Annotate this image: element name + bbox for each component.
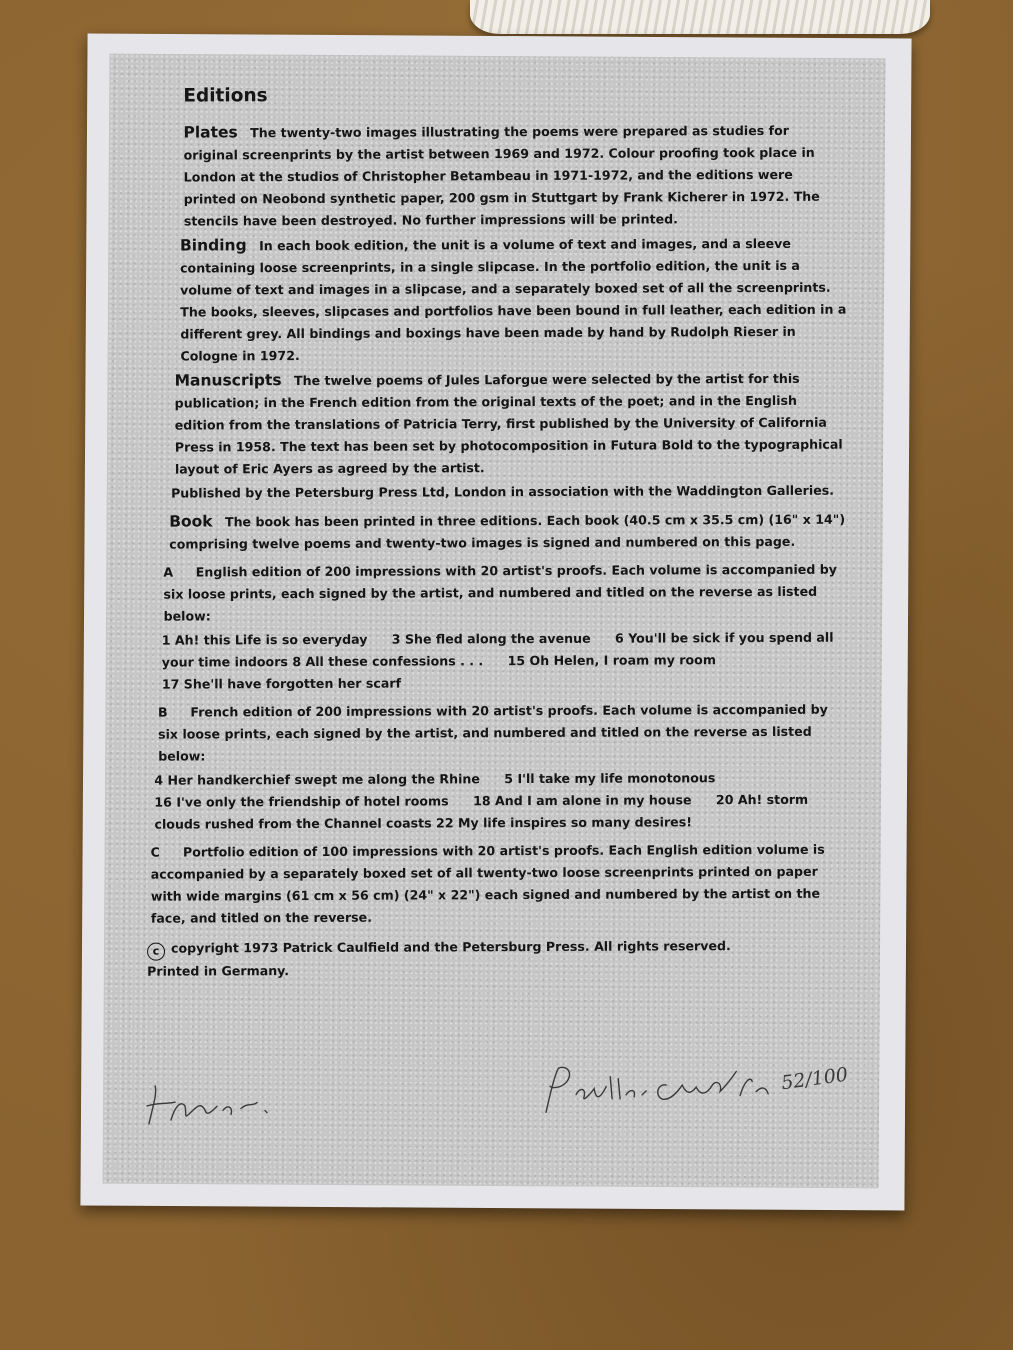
- published-line: Published by the Petersburg Press Ltd, London in association with the Waddington Galleries.: [171, 482, 835, 501]
- edition-a-text: English edition of 200 impressions with 20 artist's proofs. Each volume is accompanied by six loose prints, each signed by the artist, and numbered and titled on the reverse as listed below:: [163, 561, 837, 624]
- print-title: 4 Her handkerchief swept me along the Rhine: [154, 771, 480, 788]
- edition-c-paragraph: [151, 839, 850, 930]
- print-title: 3 She fled along the avenue: [391, 630, 591, 647]
- edition-a-paragraph: [163, 559, 848, 628]
- copyright-symbol: c: [147, 943, 165, 961]
- printed-in-germany: Printed in Germany.: [147, 963, 290, 979]
- print-title: 6 You'll be sick if you spend all your time indoors: [161, 629, 834, 670]
- plates-text: The twenty-two images illustrating the poems were prepared as studies for original screenprints by the artist between 1969 and 1972. Colour proofing took place in London at the studios of Christopher Betambeau in 1971-1972, and the editions were printed on Neobond synthetic paper, 200 gsm in Stuttgart by Frank Kicherer in 1972. The stencils have been destroyed. No further impressions will be printed.: [183, 122, 820, 229]
- copyright-line: [147, 935, 850, 983]
- print-title: 1 Ah! this Life is so everyday: [161, 631, 368, 648]
- page-title: Editions: [183, 85, 268, 107]
- copyright-text: copyright 1973 Patrick Caulfield and the Petersburg Press. All rights reserved.: [170, 938, 731, 956]
- edition-c-letter: C: [150, 844, 160, 860]
- editions-sheet: [80, 33, 911, 1210]
- edition-a-prints: [162, 627, 849, 696]
- print-title: 20 Ah! storm clouds rushed from the Channel coasts: [154, 791, 809, 832]
- binding-paragraph: [180, 232, 848, 368]
- manuscripts-heading: Manuscripts: [174, 371, 282, 390]
- print-title: 5 I'll take my life monotonous: [504, 770, 716, 787]
- print-title: 18 And I am alone in my house: [473, 792, 692, 809]
- edition-b-prints: [154, 767, 849, 836]
- manuscripts-paragraph: [175, 367, 848, 481]
- book-text: The book has been printed in three editions. Each book (40.5 cm x 35.5 cm) (16" x 14") comprising twelve poems and twenty-two images is signed and numbered on this page.: [169, 511, 846, 552]
- edition-b-text: French edition of 200 impressions with 20 artist's proofs. Each volume is accompanied by six loose prints, each signed by the artist, and numbered and titled on the reverse as listed below:: [158, 701, 828, 764]
- plates-heading: Plates: [183, 123, 238, 142]
- print-title: 15 Oh Helen, I roam my room: [507, 652, 716, 669]
- plates-paragraph: [183, 119, 846, 233]
- white-rope-cord: [470, 0, 930, 34]
- book-heading: Book: [169, 512, 213, 531]
- edition-c-text: Portfolio edition of 100 impressions with 20 artist's proofs. Each English edition volume is accompanied by a separately boxed set of all twenty-two loose screenprints printed on paper with wide margins (61 cm x 56 cm) (24" x 22") each signed and numbered by the artist on the face, and titled on the reverse.: [150, 841, 825, 926]
- book-paragraph: [169, 508, 848, 556]
- print-title: 17 She'll have forgotten her scarf: [161, 675, 402, 692]
- binding-heading: Binding: [179, 236, 247, 255]
- colophon-text: [131, 83, 850, 985]
- edition-a-letter: A: [163, 564, 174, 580]
- print-title: 8 All these confessions . . .: [292, 653, 484, 670]
- print-title: 22 My life inspires so many desires!: [436, 814, 692, 831]
- edition-b-letter: B: [157, 704, 168, 720]
- print-title: 16 I've only the friendship of hotel rooms: [154, 793, 449, 810]
- manuscripts-text: The twelve poems of Jules Laforgue were selected by the artist for this publication; in the French edition from the original texts of the poet; and in the English edition from the translations of Patricia Terry, first published by the University of California Press in 1958. The text has been set by photocomposition in Futura Bold to the typographical layout of Eric Ayers as agreed by the artist.: [174, 370, 843, 477]
- edition-number: 52/100: [780, 1063, 850, 1095]
- binding-text: In each book edition, the unit is a volume of text and images, and a sleeve containing loose screenprints, in a single slipcase. In the portfolio edition, the unit is a volume of text and images in a slipcase, and a separately boxed set of all the screenprints. The books, sleeves, slipcases and portfolios have been bound in full leather, each edition in a different grey. All bindings and boxings have been made by hand by Rudolph Rieser in Cologne in 1972.: [180, 235, 847, 364]
- edition-b-paragraph: [158, 699, 849, 768]
